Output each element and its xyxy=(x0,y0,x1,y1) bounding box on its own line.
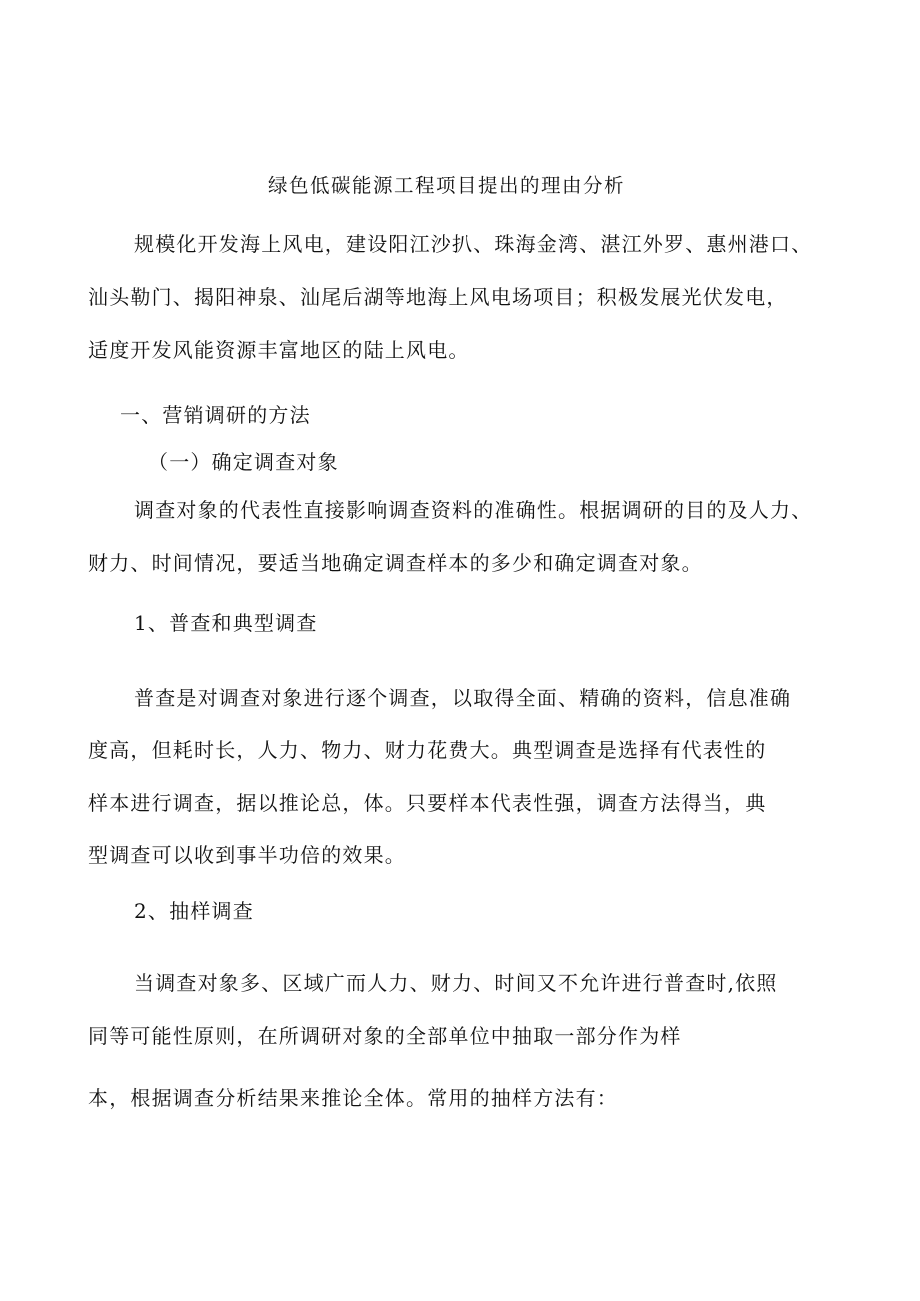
item1-para-line-1: 普查是对调查对象进行逐个调查，以取得全面、精确的资料，信息准确 xyxy=(134,686,792,710)
item-heading-1: 1、普查和典型调查 xyxy=(134,611,318,635)
subsection-heading: （一）确定调查对象 xyxy=(148,450,339,474)
subsection-para-line-1: 调查对象的代表性直接影响调查资料的准确性。根据调研的目的及人力、 xyxy=(134,498,813,522)
item2-para-line-1: 当调查对象多、区域广而人力、财力、时间又不允许进行普查时,依照 xyxy=(134,971,778,995)
section-heading: 一、营销调研的方法 xyxy=(120,403,311,427)
document-title: 绿色低碳能源工程项目提出的理由分析 xyxy=(268,174,626,197)
item2-para-line-2: 同等可能性原则，在所调研对象的全部单位中抽取一部分作为样 xyxy=(88,1024,682,1048)
intro-line-3: 适度开发风能资源丰富地区的陆上风电。 xyxy=(88,338,470,362)
item1-para-line-4: 型调查可以收到事半功倍的效果。 xyxy=(88,843,406,867)
item-heading-2: 2、抽样调查 xyxy=(134,899,254,923)
intro-line-2: 汕头勒门、揭阳神泉、汕尾后湖等地海上风电场项目；积极发展光伏发电， xyxy=(88,285,788,309)
item2-para-line-3: 本，根据调查分析结果来推论全体。常用的抽样方法有： xyxy=(88,1086,618,1110)
intro-line-1: 规模化开发海上风电，建设阳江沙扒、珠海金湾、湛江外罗、惠州港口、 xyxy=(134,232,813,256)
item1-para-line-3: 样本进行调查，据以推论总，体。只要样本代表性强，调查方法得当，典 xyxy=(88,791,767,815)
subsection-para-line-2: 财力、时间情况，要适当地确定调查样本的多少和确定调查对象。 xyxy=(88,551,703,575)
item1-para-line-2: 度高，但耗时长，人力、物力、财力花费大。典型调查是选择有代表性的 xyxy=(88,738,767,762)
